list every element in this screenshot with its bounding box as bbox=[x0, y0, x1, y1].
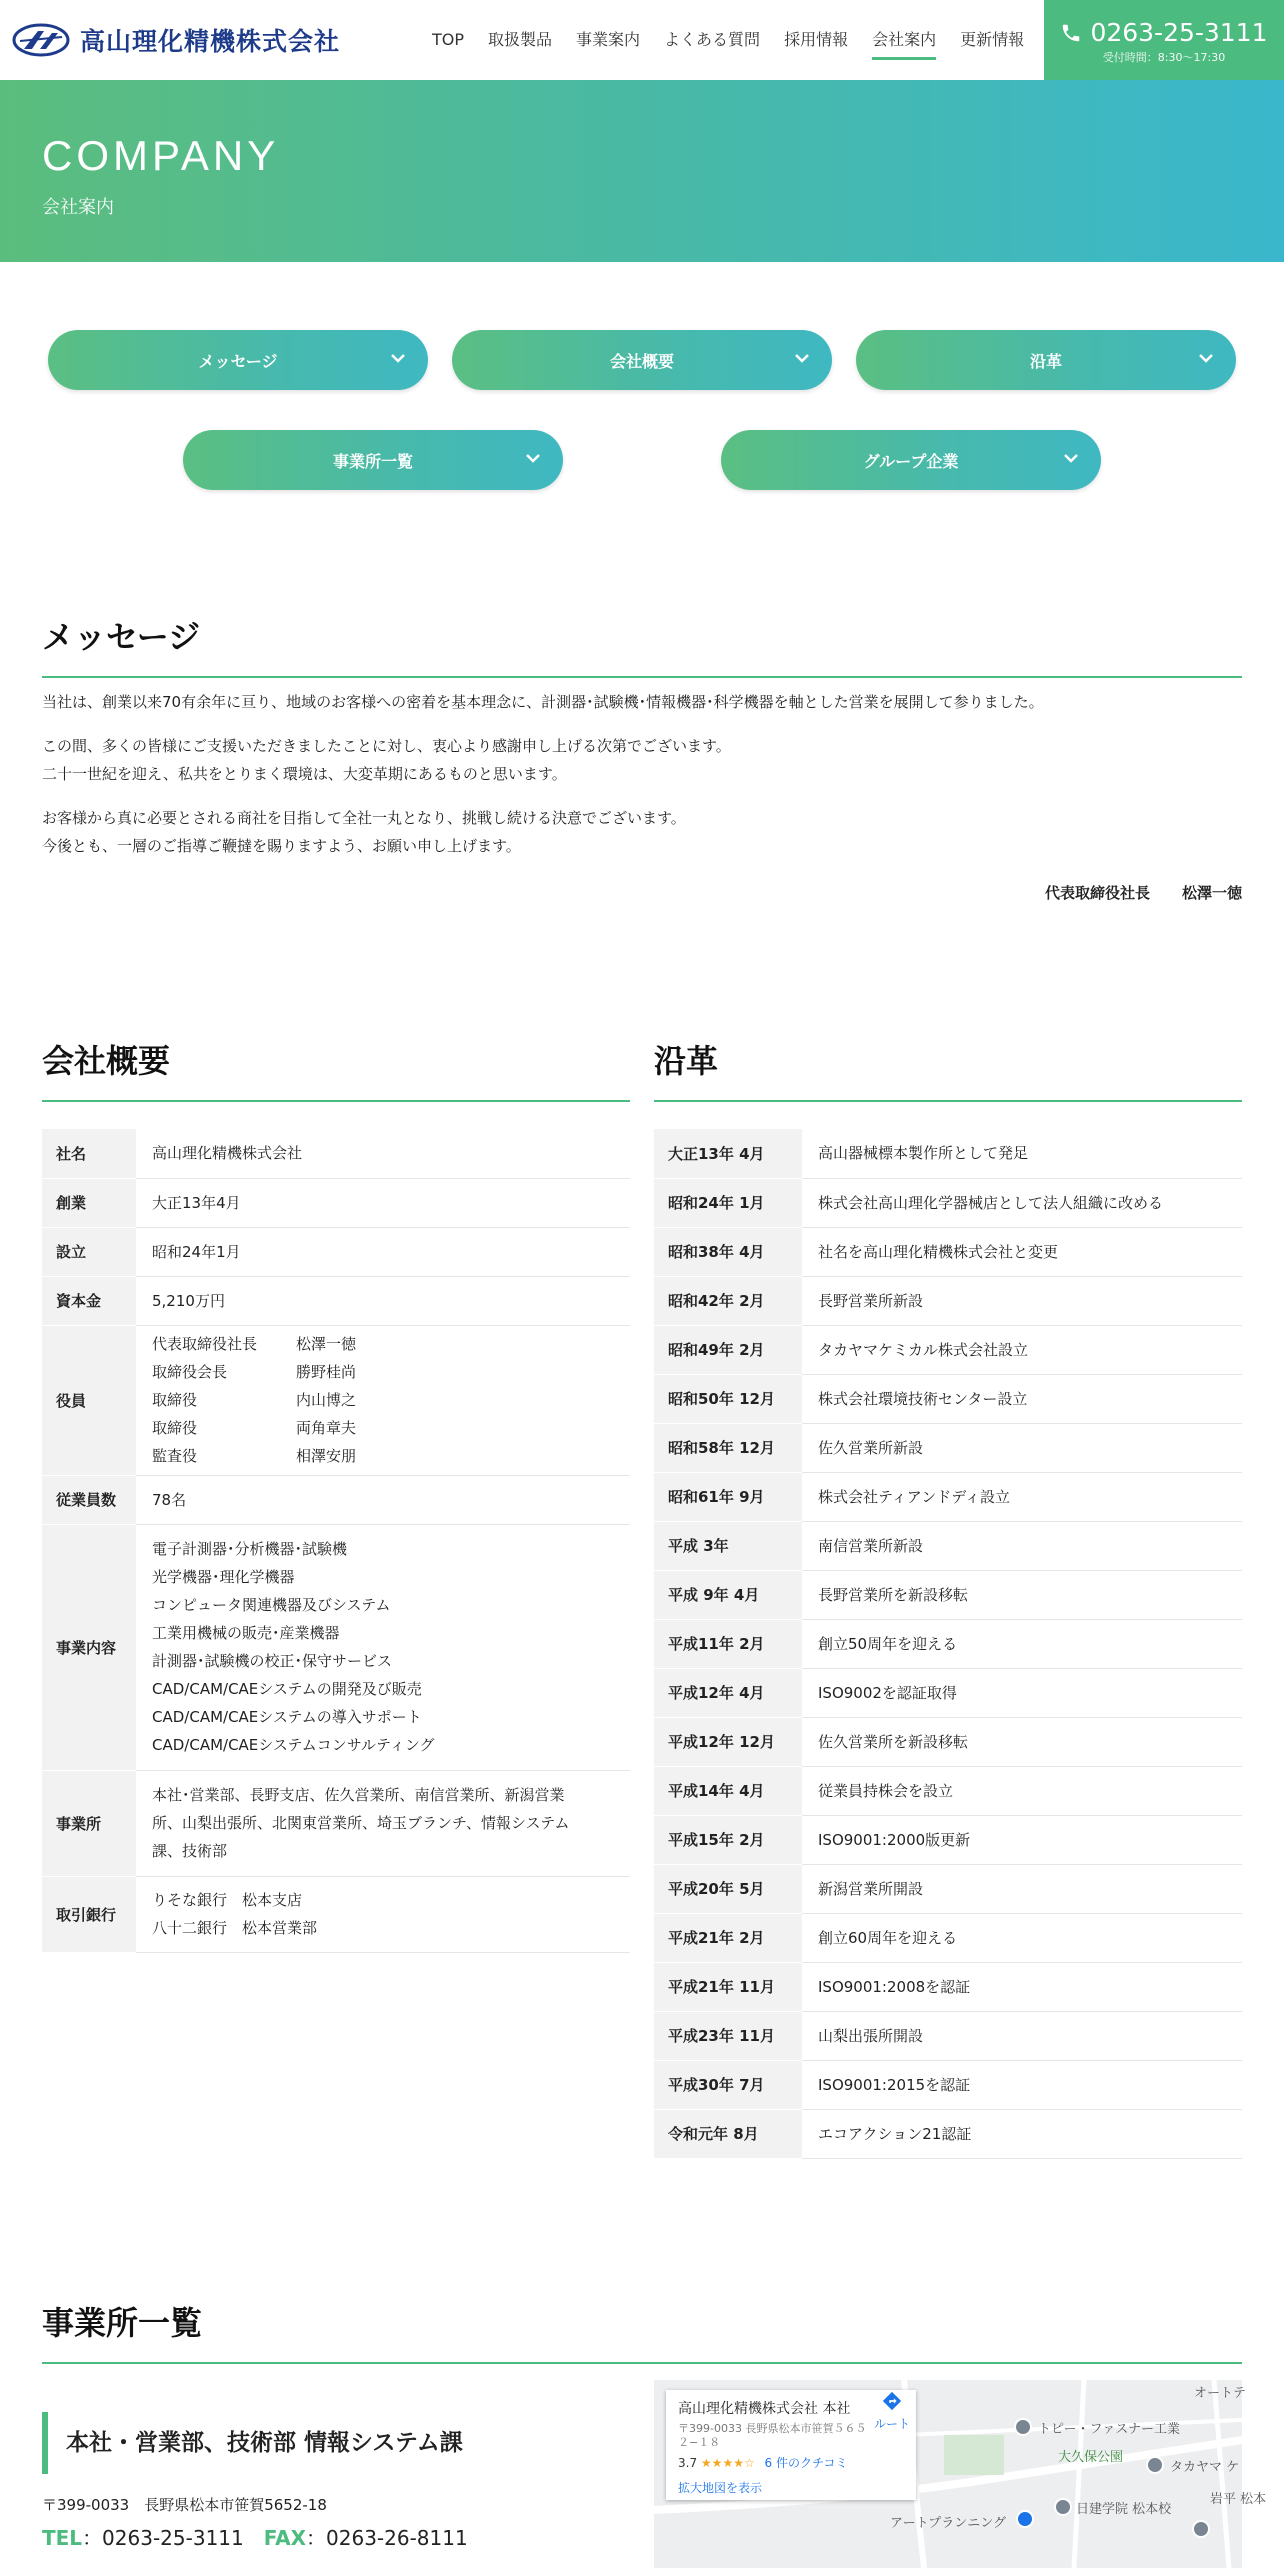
history-event: 創立60周年を迎える bbox=[802, 1913, 1242, 1962]
nav-top[interactable]: TOP bbox=[432, 30, 465, 49]
history-event: 株式会社高山理化学器械店として法人組織に改める bbox=[802, 1178, 1242, 1227]
anchor-offices-button[interactable] bbox=[183, 430, 563, 490]
anchor-label: グループ企業 bbox=[863, 451, 959, 471]
history-row bbox=[654, 1178, 1242, 1227]
history-row bbox=[654, 1668, 1242, 1717]
office-address: 〒399-0033 長野県松本市笹賀5652-18 bbox=[42, 2496, 327, 2514]
overview-value bbox=[136, 1876, 630, 1952]
officer-position: 取締役 bbox=[152, 1419, 198, 1437]
map-label: 岩平 松本 bbox=[1210, 2492, 1267, 2507]
chevron-down-icon bbox=[792, 348, 812, 368]
nav-company[interactable]: 会社案内 bbox=[860, 0, 948, 80]
map-place-name: 高山理化精機株式会社 本社 bbox=[678, 2401, 851, 2417]
logo-text: 高山理化精機株式会社 bbox=[80, 27, 341, 56]
overview-row bbox=[42, 1524, 630, 1770]
map-address-line1: 〒399-0033 長野県松本市笹賀５６５ bbox=[678, 2422, 867, 2435]
overview-value-line: 八十二銀行 松本営業部 bbox=[152, 1919, 318, 1937]
anchor-label: 事業所一覧 bbox=[332, 451, 413, 471]
history-row bbox=[654, 1619, 1242, 1668]
overview-value bbox=[136, 1276, 630, 1325]
history-event: ISO9001:2015を認証 bbox=[802, 2060, 1242, 2109]
overview-value-line: 工業用機械の販売･産業機器 bbox=[152, 1624, 340, 1642]
overview-value bbox=[136, 1227, 630, 1276]
history-row bbox=[654, 1815, 1242, 1864]
anchor-history-button[interactable] bbox=[856, 330, 1236, 390]
history-row bbox=[654, 1864, 1242, 1913]
history-event: ISO9001:2008を認証 bbox=[802, 1962, 1242, 2011]
overview-row bbox=[42, 1770, 630, 1876]
officer-row bbox=[152, 1442, 614, 1470]
logo-mark-icon bbox=[12, 23, 70, 57]
history-date: 昭和38年 4月 bbox=[654, 1227, 802, 1276]
history-date: 平成15年 2月 bbox=[654, 1815, 802, 1864]
overview-value-line: コンピュータ関連機器及びシステム bbox=[152, 1596, 391, 1614]
officer-row bbox=[152, 1358, 614, 1386]
history-date: 昭和24年 1月 bbox=[654, 1178, 802, 1227]
overview-value-line: 高山理化精機株式会社 bbox=[152, 1144, 303, 1163]
nav-products[interactable]: 取扱製品 bbox=[488, 30, 553, 49]
officer-name: 松澤一徳 bbox=[296, 1335, 357, 1353]
nav-business[interactable]: 事業案内 bbox=[576, 30, 641, 49]
map-label: 日建学院 松本校 bbox=[1076, 2502, 1172, 2517]
tel-button[interactable] bbox=[1044, 0, 1284, 80]
map-enlarge-link[interactable]: 拡大地図を表示 bbox=[678, 2481, 763, 2495]
overview-key: 取引銀行 bbox=[42, 1876, 136, 1952]
tel-number: 0263-25-3111 bbox=[1090, 18, 1268, 47]
history-date: 平成11年 2月 bbox=[654, 1619, 802, 1668]
map-pin-icon bbox=[1014, 2418, 1032, 2436]
history-date: 平成20年 5月 bbox=[654, 1864, 802, 1913]
nav-recruit[interactable]: 採用情報 bbox=[784, 30, 849, 49]
history-date: 平成21年 11月 bbox=[654, 1962, 802, 2011]
history-event: ISO9002を認証取得 bbox=[802, 1668, 1242, 1717]
history-row bbox=[654, 1521, 1242, 1570]
history-event: 佐久営業所新設 bbox=[802, 1423, 1242, 1472]
phone-icon bbox=[1060, 22, 1082, 44]
history-date: 平成12年 12月 bbox=[654, 1717, 802, 1766]
officer-position: 監査役 bbox=[152, 1447, 198, 1465]
history-row bbox=[654, 1325, 1242, 1374]
map-pin-icon bbox=[1192, 2520, 1210, 2538]
star-rating-icon: ★★★★☆ bbox=[700, 2456, 755, 2470]
main-nav bbox=[420, 0, 1036, 80]
history-event: 山梨出張所開設 bbox=[802, 2011, 1242, 2060]
hero-title: COMPANY bbox=[42, 132, 280, 179]
history-row bbox=[654, 1227, 1242, 1276]
overview-value-line: りそな銀行 松本支店 bbox=[152, 1891, 303, 1909]
overview-value-line: 78名 bbox=[152, 1490, 187, 1509]
overview-value-line: 5,210万円 bbox=[152, 1291, 225, 1310]
anchor-label: メッセージ bbox=[198, 351, 278, 371]
history-date: 昭和49年 2月 bbox=[654, 1325, 802, 1374]
overview-title: 会社概要 bbox=[42, 1036, 630, 1102]
officer-row bbox=[152, 1414, 614, 1442]
chevron-down-icon bbox=[388, 348, 408, 368]
overview-value bbox=[136, 1325, 630, 1475]
overview-value-line: 電子計測器･分析機器･試験機 bbox=[152, 1540, 348, 1558]
anchor-label: 沿革 bbox=[1029, 351, 1062, 371]
history-row bbox=[654, 1962, 1242, 2011]
overview-value-line: CAD/CAM/CAEシステムの開発及び販売 bbox=[152, 1680, 422, 1698]
overview-key: 役員 bbox=[42, 1325, 136, 1475]
map-reviews-link[interactable]: 6 件のクチコミ bbox=[764, 2456, 848, 2470]
overview-key: 事業内容 bbox=[42, 1524, 136, 1770]
history-row bbox=[654, 2060, 1242, 2109]
officer-name: 相澤安朋 bbox=[296, 1447, 357, 1465]
history-date: 大正13年 4月 bbox=[654, 1129, 802, 1178]
hero-banner bbox=[0, 80, 1284, 262]
overview-key: 資本金 bbox=[42, 1276, 136, 1325]
history-date: 平成 3年 bbox=[654, 1521, 802, 1570]
history-event: エコアクション21認証 bbox=[802, 2109, 1242, 2158]
overview-row bbox=[42, 1178, 630, 1227]
message-paragraph: この間、多くの皆様にご支援いただきましたことに対し、衷心より感謝申し上げる次第でございます。 二十一世紀を迎え、私共をとりまく環境は、大変革期にあるものと思います。 bbox=[42, 737, 731, 783]
overview-value bbox=[136, 1524, 630, 1770]
fax-label: FAX bbox=[263, 2526, 307, 2550]
history-date: 平成12年 4月 bbox=[654, 1668, 802, 1717]
history-event: ISO9001:2000版更新 bbox=[802, 1815, 1242, 1864]
history-event: 新潟営業所開設 bbox=[802, 1864, 1242, 1913]
history-event: 南信営業所新設 bbox=[802, 1521, 1242, 1570]
officer-name: 両角章夫 bbox=[296, 1419, 357, 1437]
office-contact bbox=[42, 2522, 468, 2551]
tel-label: TEL bbox=[42, 2526, 83, 2550]
history-date: 平成30年 7月 bbox=[654, 2060, 802, 2109]
nav-faq[interactable]: よくある質問 bbox=[664, 30, 761, 49]
overview-key: 事業所 bbox=[42, 1770, 136, 1876]
tel-hours: 受付時間：8:30〜17:30 bbox=[1102, 51, 1226, 64]
offices-title: 事業所一覧 bbox=[42, 2298, 1242, 2364]
overview-row bbox=[42, 1276, 630, 1325]
history-event: 創立50周年を迎える bbox=[802, 1619, 1242, 1668]
nav-news[interactable]: 更新情報 bbox=[960, 30, 1025, 49]
history-event: タカヤマケミカル株式会社設立 bbox=[802, 1325, 1242, 1374]
office-heading: 本社・営業部、技術部 情報システム課 bbox=[42, 2412, 612, 2474]
chevron-down-icon bbox=[523, 448, 543, 468]
signature-name: 松澤一徳 bbox=[1181, 884, 1242, 902]
overview-value-line: 光学機器･理化学機器 bbox=[152, 1568, 295, 1586]
history-date: 昭和58年 12月 bbox=[654, 1423, 802, 1472]
message-title: メッセージ bbox=[42, 612, 1242, 678]
officer-position: 取締役 bbox=[152, 1391, 198, 1409]
history-row bbox=[654, 1423, 1242, 1472]
anchor-message-button[interactable] bbox=[48, 330, 428, 390]
overview-key: 従業員数 bbox=[42, 1475, 136, 1524]
overview-key: 設立 bbox=[42, 1227, 136, 1276]
history-row bbox=[654, 1913, 1242, 1962]
map-route-button[interactable] bbox=[874, 2390, 910, 2432]
officer-row bbox=[152, 1386, 614, 1414]
overview-value-line: CAD/CAM/CAEシステムコンサルティング bbox=[152, 1736, 435, 1754]
overview-value-line: 計測器･試験機の校正･保守サービス bbox=[152, 1652, 393, 1670]
map-pin-icon bbox=[1146, 2456, 1164, 2474]
overview-row bbox=[42, 1475, 630, 1524]
history-title: 沿革 bbox=[654, 1036, 1242, 1102]
message-paragraph: お客様から真に必要とされる商社を目指して全社一丸となり、挑戦し続ける決意でございます。 今後とも、一層のご指導ご鞭撻を賜りますよう、お願い申し上げます。 bbox=[42, 809, 686, 855]
history-row bbox=[654, 1276, 1242, 1325]
chevron-down-icon bbox=[1061, 448, 1081, 468]
history-event: 佐久営業所を新設移転 bbox=[802, 1717, 1242, 1766]
signature-title: 代表取締役社長 bbox=[1044, 884, 1150, 902]
embedded-map[interactable] bbox=[654, 2380, 1267, 2568]
history-event: 従業員持株会を設立 bbox=[802, 1766, 1242, 1815]
history-row bbox=[654, 1129, 1242, 1178]
officer-row bbox=[152, 1330, 614, 1358]
message-paragraph: 当社は、創業以来70有余年に亘り、地域のお客様への密着を基本理念に、計測器･試験機･情報機器･科学機器を軸とした営業を展開して参りました。 bbox=[42, 693, 1044, 711]
office-tel-number[interactable]: ：0263-25-3111 bbox=[82, 2526, 244, 2550]
overview-value-line: 昭和24年1月 bbox=[152, 1242, 241, 1261]
history-row bbox=[654, 1766, 1242, 1815]
directions-icon bbox=[881, 2390, 903, 2412]
signature bbox=[1045, 882, 1242, 903]
history-date: 平成21年 2月 bbox=[654, 1913, 802, 1962]
map-address-line2: ２−１８ bbox=[678, 2436, 721, 2449]
overview-row bbox=[42, 1325, 630, 1475]
history-row bbox=[654, 1374, 1242, 1423]
map-pin-icon bbox=[1054, 2498, 1072, 2516]
officer-position: 代表取締役社長 bbox=[152, 1335, 258, 1353]
anchor-label: 会社概要 bbox=[609, 351, 674, 371]
overview-value bbox=[136, 1475, 630, 1524]
history-date: 平成 9年 4月 bbox=[654, 1570, 802, 1619]
message-body bbox=[42, 688, 1242, 876]
history-event: 長野営業所を新設移転 bbox=[802, 1570, 1242, 1619]
history-row bbox=[654, 1717, 1242, 1766]
overview-value-line: 本社･営業部、長野支店、佐久営業所、南信営業所、新潟営業 bbox=[152, 1786, 565, 1804]
history-row bbox=[654, 1570, 1242, 1619]
history-date: 昭和50年 12月 bbox=[654, 1374, 802, 1423]
overview-value-line: 大正13年4月 bbox=[152, 1193, 241, 1212]
map-route-label: ルート bbox=[874, 2417, 911, 2431]
chevron-down-icon bbox=[1196, 348, 1216, 368]
overview-value bbox=[136, 1178, 630, 1227]
history-event: 高山器械標本製作所として発足 bbox=[802, 1129, 1242, 1178]
history-date: 昭和61年 9月 bbox=[654, 1472, 802, 1521]
overview-value-line: 所、山梨出張所、北関東営業所、埼玉ブランチ、情報システム bbox=[152, 1814, 570, 1832]
history-date: 令和元年 8月 bbox=[654, 2109, 802, 2158]
overview-value-line: CAD/CAM/CAEシステムの導入サポート bbox=[152, 1708, 422, 1726]
history-event: 長野営業所新設 bbox=[802, 1276, 1242, 1325]
map-label: トピー・ファスナー工業 bbox=[1038, 2422, 1180, 2437]
overview-row bbox=[42, 1129, 630, 1178]
map-label: 大久保公園 bbox=[1058, 2450, 1124, 2465]
history-date: 平成14年 4月 bbox=[654, 1766, 802, 1815]
overview-value bbox=[136, 1770, 630, 1876]
overview-value bbox=[136, 1129, 630, 1178]
map-pin-icon bbox=[1016, 2510, 1034, 2528]
map-label: アートプランニング bbox=[890, 2516, 1006, 2531]
history-date: 平成23年 11月 bbox=[654, 2011, 802, 2060]
map-label: オートテ bbox=[1194, 2386, 1247, 2401]
anchor-group-button[interactable] bbox=[721, 430, 1101, 490]
history-date: 昭和42年 2月 bbox=[654, 1276, 802, 1325]
history-row bbox=[654, 2011, 1242, 2060]
officer-position: 取締役会長 bbox=[152, 1363, 228, 1381]
history-event: 株式会社環境技術センター設立 bbox=[802, 1374, 1242, 1423]
officer-name: 勝野桂尚 bbox=[296, 1363, 357, 1381]
overview-value-line: 課、技術部 bbox=[152, 1842, 228, 1860]
history-event: 株式会社ティアンドディ設立 bbox=[802, 1472, 1242, 1521]
overview-key: 創業 bbox=[42, 1178, 136, 1227]
history-row bbox=[654, 2109, 1242, 2158]
history-event: 社名を高山理化精機株式会社と変更 bbox=[802, 1227, 1242, 1276]
overview-table bbox=[42, 1129, 630, 1953]
overview-key: 社名 bbox=[42, 1129, 136, 1178]
map-rating: 3.7 bbox=[678, 2456, 698, 2470]
office-fax-number: ：0263-26-8111 bbox=[306, 2526, 468, 2550]
site-header bbox=[0, 0, 1284, 80]
history-table bbox=[654, 1129, 1242, 2159]
overview-row bbox=[42, 1227, 630, 1276]
history-row bbox=[654, 1472, 1242, 1521]
map-label: タカヤマ ケ bbox=[1170, 2460, 1240, 2475]
overview-row bbox=[42, 1876, 630, 1952]
officer-name: 内山博之 bbox=[296, 1391, 357, 1409]
anchor-overview-button[interactable] bbox=[452, 330, 832, 390]
logo[interactable] bbox=[12, 22, 340, 58]
hero-subtitle: 会社案内 bbox=[42, 197, 114, 218]
